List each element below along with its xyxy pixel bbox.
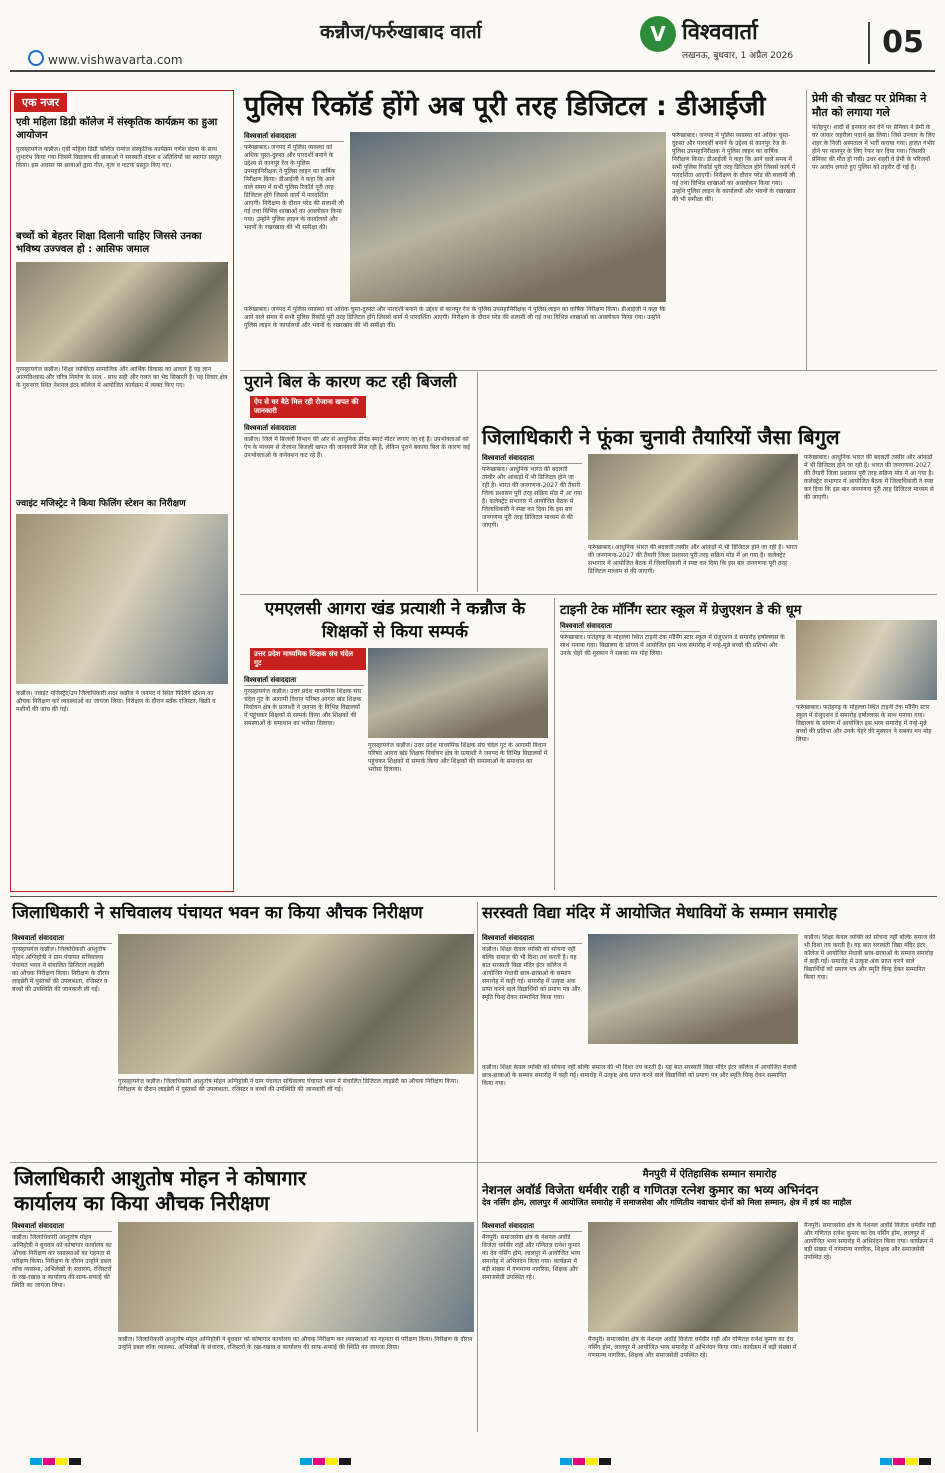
registration-swatch [69,1458,81,1465]
photo-school-event [16,262,228,362]
registration-swatch [560,1458,572,1465]
paper-name: विश्ववार्ता [682,20,758,45]
photo-meritorious-students [588,934,798,1044]
divider [240,594,937,595]
masthead-rule [10,70,935,72]
registration-swatch [906,1458,918,1465]
koshagar-body-col1: कन्नौज। जिलाधिकारी आशुतोष मोहन अग्निहोत्री ने बुधवार को कोषागार कार्यालय का औचक निरीक्षण कर व्यवस्थाओं का गहनता से परीक्षण किया। निरीक्षण के दौरान उन्होंने डबल लॉक व्यवस्था, अभिलेखों के संधारण, रजिस्टरों के रख-रखाव व कार्यालय की साफ-सफाई की स्थिति का जायजा लिया। [12,1234,112,1289]
police-headline: पुलिस रिकॉर्ड होंगे अब पूरी तरह डिजिटल : डीआईजी [244,91,766,122]
divider [477,902,478,1432]
ek-nazar-headline-2: बच्चों को बेहतर शिक्षा दिलानी चाहिए जिससे उनका भविष्य उज्ज्वल हो : आसिफ जमाल [16,231,202,255]
koshagar-headline: जिलाधिकारी आशुतोष मोहन ने कोषागार कार्यालय का किया औचक निरीक्षण [14,1166,307,1215]
saraswati-body-col2: कन्नौज। शिक्षा केवल व्यक्ति को सोचना नहीं बल्कि समाज की भी दिशा तय करती है। यह बात सरस्वती विद्या मंदिर इंटर कॉलेज में आयोजित मेधावी छात्र-छात्राओं के सम्मान समारोह में कही गई। समारोह में उत्कृष्ट अंक प्राप्त करने वाले विद्यार्थियों को प्रमाण पत्र और स्मृति चिन्ह देकर सम्मानित किया गया। [482,1064,797,1087]
police-body-col1: फर्रुखाबाद। जनपद में पुलिस व्यवस्था को अधिक चुस्त-दुरुस्त और पारदर्शी बनाने के उद्देश्य से कानपुर रेंज के पुलिस उपमहानिरीक्षक ने पुलिस लाइन का वार्षिक निरीक्षण किया। डीआईजी ने कहा कि आने वाले समय में सभी पुलिस रिकॉर्ड पूरी तरह डिजिटल होंगे जिससे कार्य में पारदर्शिता आएगी। निरीक्षण के दौरान परेड की सलामी ली गई तथा विभिन्न शाखाओं का अवलोकन किया गया। उन्होंने पुलिस लाइन के कार्यालयों और भवनों के रखरखाव की भी समीक्षा की। [244,144,344,231]
mlc-body-col1: गुरसहायगंज कन्नौज। उत्तर प्रदेश माध्यमिक शिक्षक संघ चंदेल गुट के आगामी विधान परिषद आगरा खंड शिक्षक निर्वाचन क्षेत्र के प्रत्याशी ने जनपद के विभिन्न विद्यालयों में पहुंचकर शिक्षकों से सम्पर्क किया और शिक्षकों की समस्याओं के समाधान का भरोसा दिलाया। [244,688,362,727]
police-body-col3: फर्रुखाबाद। जनपद में पुलिस व्यवस्था को अधिक चुस्त-दुरुस्त और पारदर्शी बनाने के उद्देश्य से कानपुर रेंज के पुलिस उपमहानिरीक्षक ने पुलिस लाइन का वार्षिक निरीक्षण किया। डीआईजी ने कहा कि आने वाले समय में सभी पुलिस रिकॉर्ड पूरी तरह डिजिटल होंगे जिससे कार्य में पारदर्शिता आएगी। निरीक्षण के दौरान परेड की सलामी ली गई तथा विभिन्न शाखाओं का अवलोकन किया गया। उन्होंने पुलिस लाइन के कार्यालयों और भवनों के रखरखाव की भी समीक्षा की। [672,132,796,203]
ek-nazar-body-2: गुरसहायगंज कन्नौज। शिक्षा व्यक्तित्व सामाजिक और आर्थिक विकास का आधार है यह ज्ञान आत्मविश्वास और चरित्र निर्माण के साथ - साथ सही और गलत का भेद सिखाती है। यह विचार क्षेत्र के गुरुनगर स्थित नेशनल इंटर कॉलेज में आयोजित कार्यक्रम में व्यक्त किए गए। [16,366,228,389]
premi-headline: प्रेमी की चौखट पर प्रेमिका ने मौत को लगाया गले [812,92,927,119]
chunav-body-col3: फर्रुखाबाद। आधुनिक भारत की बदलती तस्वीर और आंकड़ों में भी डिजिटल होने जा रही है। भारत की जनगणना-2027 की तैयारी जिला प्रशासन पूरी तरह सक्रिय मोड में आ गया है। कलेक्ट्रेट सभागार में आयोजित बैठक में जिलाधिकारी ने स्पष्ट कर दिया कि इस बार जनगणना पूरी तरह डिजिटल माध्यम से की जाएगी। [804,454,934,501]
saraswati-body-col3: कन्नौज। शिक्षा केवल व्यक्ति को सोचना नहीं बल्कि समाज की भी दिशा तय करती है। यह बात सरस्वती विद्या मंदिर इंटर कॉलेज में आयोजित मेधावी छात्र-छात्राओं के सम्मान समारोह में कही गई। समारोह में उत्कृष्ट अंक प्राप्त करने वाले विद्यार्थियों को प्रमाण पत्र और स्मृति चिन्ह देकर सम्मानित किया गया। [804,934,936,981]
website-link[interactable]: www.vishwavarta.com [48,53,183,67]
school-body-col2: फर्रुखाबाद। फतेहगढ़ के मोहल्ला स्थित टाइनी टेक मॉर्निंग स्टार स्कूल में ग्रेजुएशन डे समारोह हर्षोल्लास के साथ मनाया गया। विद्यालय के प्रांगण में आयोजित इस भव्य समारोह में नन्हे-मुन्ने बच्चों की प्रतिभा और उनके चेहरे की मुस्कान ने सबका मन मोह लिया। [796,704,932,743]
browser-icon [28,50,44,66]
bijli-body: कन्नौज। जिले में बिजली विभाग की ओर से आधुनिक प्रीपेड स्मार्ट मीटर लगाए जा रहे हैं। उपभोक्ताओं को ऐप के माध्यम से रोजाना बिजली खपत की जानकारी मिल रही है, लेकिन पुराने बकाया बिल के कारण कई उपभोक्ताओं के कनेक्शन कट रहे हैं। [244,436,471,459]
page-number: 05 [868,22,936,64]
ek-nazar-tag: एक नजर [14,93,67,112]
ek-nazar-body-1: गुरसहायगंज कन्नौज। एवी महिला डिग्री कॉलेज रामांज संस्कृतिक कार्यक्रम गणेश वंदना के साथ शुभारंभ किया गया जिसमें विद्यालय की छात्राओं ने सरस्वती वंदना व अतिथियों का स्वागत प्रस्तुत किया। इस अवसर पर छात्राओं द्वारा गीत, नृत्य व नाटक प्रस्तुत किए गए। [16,146,222,169]
koshagar-byline: विश्ववार्ता संवाददाता [12,1222,112,1232]
mainpuri-body-col2: मैनपुरी। समाजसेवा क्षेत्र के नेशनल अवॉर्ड विजेता धर्मवीर राही और गणितज्ञ रत्नेश कुमार का देव नर्सिंग होम, लालपुर में आयोजित भव्य समारोह में अभिनंदन किया गया। कार्यक्रम में बड़ी संख्या में गणमान्य नागरिक, शिक्षक और समाजसेवी उपस्थित रहे। [588,1336,797,1359]
divider [554,598,555,890]
registration-swatch [599,1458,611,1465]
police-body-col2: फर्रुखाबाद। जनपद में पुलिस व्यवस्था को अधिक चुस्त-दुरुस्त और पारदर्शी बनाने के उद्देश्य से कानपुर रेंज के पुलिस उपमहानिरीक्षक ने पुलिस लाइन का वार्षिक निरीक्षण किया। डीआईजी ने कहा कि आने वाले समय में सभी पुलिस रिकॉर्ड पूरी तरह डिजिटल होंगे जिससे कार्य में पारदर्शिता आएगी। निरीक्षण के दौरान परेड की सलामी ली गई तथा विभिन्न शाखाओं का अवलोकन किया गया। उन्होंने पुलिस लाइन के कार्यालयों और भवनों के रखरखाव की भी समीक्षा की। [244,306,666,329]
photo-mlc-teachers [368,648,548,738]
registration-swatch [56,1458,68,1465]
ek-nazar-headline-3: ज्वाइंट मजिस्ट्रेट ने किया फिलिंग स्टेशन का निरीक्षण [16,499,186,509]
sachivalay-body-col2: गुरसहायगंज कन्नौज। जिलाधिकारी आशुतोष मोहन अग्निहोत्री ने ग्राम पंचायत सचिवालय पंचायत भवन में संचालित डिजिटल लाइब्रेरी का औचक निरीक्षण किया। निरीक्षण के दौरान लाइब्रेरी में पुस्तकों की उपलब्धता, रजिस्टर व बच्चों की उपस्थिति की जानकारी ली गई। [118,1078,459,1093]
divider [806,90,807,370]
photo-panchayat-library [118,934,474,1074]
mainpuri-body-col3: मैनपुरी। समाजसेवा क्षेत्र के नेशनल अवॉर्ड विजेता धर्मवीर राही और गणितज्ञ रत्नेश कुमार का देव नर्सिंग होम, लालपुर में आयोजित भव्य समारोह में अभिनंदन किया गया। कार्यक्रम में बड़ी संख्या में गणमान्य नागरिक, शिक्षक और समाजसेवी उपस्थित रहे। [804,1222,936,1261]
bijli-subhead: ऐप से घर बैठे मिल रही रोजाना खपत की जानकारी [250,396,366,418]
mainpuri-byline: विश्ववार्ता संवाददाता [482,1222,582,1232]
chunav-body-col2: फर्रुखाबाद। आधुनिक भारत की बदलती तस्वीर और आंकड़ों में भी डिजिटल होने जा रही है। भारत की जनगणना-2027 की तैयारी जिला प्रशासन पूरी तरह सक्रिय मोड में आ गया है। कलेक्ट्रेट सभागार में आयोजित बैठक में जिलाधिकारी ने स्पष्ट कर दिया कि इस बार जनगणना पूरी तरह डिजिटल माध्यम से की जाएगी। [588,544,798,575]
mainpuri-body-col1: मैनपुरी। समाजसेवा क्षेत्र के नेशनल अवॉर्ड विजेता धर्मवीर राही और गणितज्ञ रत्नेश कुमार का देव नर्सिंग होम, लालपुर में आयोजित भव्य समारोह में अभिनंदन किया गया। कार्यक्रम में बड़ी संख्या में गणमान्य नागरिक, शिक्षक और समाजसेवी उपस्थित रहे। [482,1234,581,1281]
divider [10,1162,937,1163]
registration-swatch [326,1458,338,1465]
registration-swatch [30,1458,42,1465]
dateline: लखनऊ, बुधवार, 1 अप्रैल 2026 [682,51,794,61]
registration-swatch [573,1458,585,1465]
police-byline: विश्ववार्ता संवाददाता [244,132,344,142]
mlc-subhead: उत्तर प्रदेश माध्यमिक शिक्षक संघ चंदेल गुट [250,648,366,670]
registration-swatch [313,1458,325,1465]
saraswati-byline: विश्ववार्ता संवाददाता [482,934,582,944]
saraswati-headline: सरस्वती विद्या मंदिर में आयोजित मेधावियों के सम्मान समारोह [482,903,838,922]
ek-nazar-body-3: कन्नौज। ज्वाइंट मजिस्ट्रेट/उप जिलाधिकारी सदर कन्नौज ने जनपद में स्थित फिलिंग स्टेशन का औचक निरीक्षण कर व्यवस्थाओं का जायजा लिया। निरीक्षण के दौरान स्टॉक रजिस्टर, बिक्री व मशीनों की जांच की गई। [16,690,216,713]
registration-swatch [43,1458,55,1465]
bijli-byline: विश्ववार्ता संवाददाता [244,424,364,434]
divider [477,372,478,592]
edition-title: कन्नौज/फर्रुखाबाद वार्ता [320,21,482,43]
sachivalay-body-col1: गुरसहायगंज कन्नौज। जिलाधिकारी आशुतोष मोहन अग्निहोत्री ने ग्राम पंचायत सचिवालय पंचायत भवन में संचालित डिजिटल लाइब्रेरी का औचक निरीक्षण किया। निरीक्षण के दौरान लाइब्रेरी में पुस्तकों की उपलब्धता, रजिस्टर व बच्चों की उपस्थिति की जानकारी ली गई। [12,946,110,993]
photo-census-meeting [588,454,798,540]
saraswati-body-col1: कन्नौज। शिक्षा केवल व्यक्ति को सोचना नहीं बल्कि समाज की भी दिशा तय करती है। यह बात सरस्वती विद्या मंदिर इंटर कॉलेज में आयोजित मेधावी छात्र-छात्राओं के सम्मान समारोह में कही गई। समारोह में उत्कृष्ट अंक प्राप्त करने वाले विद्यार्थियों को प्रमाण पत्र और स्मृति चिन्ह देकर सम्मानित किया गया। [482,946,580,1001]
photo-award-felicitation [588,1222,798,1332]
photo-filling-station [16,514,228,684]
registration-swatch [919,1458,931,1465]
mlc-byline: विश्ववार्ता संवाददाता [244,676,364,686]
mainpuri-headline: नेशनल अवॉर्ड विजेता धर्मवीर राही व गणितज्ञ रत्नेश कुमार का भव्य अभिनंदन [482,1183,819,1197]
school-headline: टाइनी टेक मॉर्निंग स्टार स्कूल में ग्रेजुएशन डे की धूम [560,603,802,618]
divider [10,896,937,897]
mainpuri-kicker: मैनपुरी में ऐतिहासिक सम्मान समारोह [642,1169,777,1180]
koshagar-body-col2: कन्नौज। जिलाधिकारी आशुतोष मोहन अग्निहोत्री ने बुधवार को कोषागार कार्यालय का औचक निरीक्षण कर व्यवस्थाओं का गहनता से परीक्षण किया। निरीक्षण के दौरान उन्होंने डबल लॉक व्यवस्था, अभिलेखों के संधारण, रजिस्टरों के रख-रखाव व कार्यालय की साफ-सफाई की स्थिति का जायजा लिया। [118,1336,473,1351]
website-url[interactable] [28,50,183,67]
bijli-headline: पुराने बिल के कारण कट रही बिजली [244,372,457,391]
mainpuri-subhead: देव नर्सिंग होम, लालपुर में आयोजित समारोह में समाजसेवा और गणितीय नवाचार दोनों को मिला सम्मान, क्षेत्र में हर्ष का माहौल [482,1198,852,1207]
photo-graduation-day [796,620,937,700]
ek-nazar-headline-1: एवी महिला डिग्री कॉलेज में संस्कृतिक कार्यक्रम का हुआ आयोजन [16,117,218,141]
registration-swatch [586,1458,598,1465]
registration-swatch [300,1458,312,1465]
school-body: फर्रुखाबाद। फतेहगढ़ के मोहल्ला स्थित टाइनी टेक मॉर्निंग स्टार स्कूल में ग्रेजुएशन डे समारोह हर्षोल्लास के साथ मनाया गया। विद्यालय के प्रांगण में आयोजित इस भव्य समारोह में नन्हे-मुन्ने बच्चों की प्रतिभा और उनके चेहरे की मुस्कान ने सबका मन मोह लिया। [560,634,785,657]
photo-dig-inspection [350,132,666,302]
divider [240,370,937,371]
registration-swatch [893,1458,905,1465]
chunav-byline: विश्ववार्ता संवाददाता [482,454,582,464]
chunav-body-col1: फर्रुखाबाद। आधुनिक भारत की बदलती तस्वीर और आंकड़ों में भी डिजिटल होने जा रही है। भारत की जनगणना-2027 की तैयारी जिला प्रशासन पूरी तरह सक्रिय मोड में आ गया है। कलेक्ट्रेट सभागार में आयोजित बैठक में जिलाधिकारी ने स्पष्ट कर दिया कि इस बार जनगणना पूरी तरह डिजिटल माध्यम से की जाएगी। [482,466,582,529]
sachivalay-byline: विश्ववार्ता संवाददाता [12,934,112,944]
premi-body: फतेहपुर। शादी से इनकार कर देने पर प्रेमिका ने प्रेमी के घर जाकर जहरीला पदार्थ खा लिया। जिसे उपचार के लिए शहर के निजी अस्पताल में भर्ती कराया गया। हालत गंभीर होने पर कानपुर के लिए रेफर कर दिया गया। जिसकी प्रेमिका की मौत हो गयी। उधर शहरी वे प्रेमी के परिजनों पर आरोप लगाते हुए पुलिस को तहरीर दी गई है। [812,124,935,171]
photo-treasury-inspection [118,1222,474,1332]
registration-swatch [880,1458,892,1465]
chunav-headline: जिलाधिकारी ने फूंका चुनावी तैयारियों जैसा बिगुल [482,425,840,449]
mlc-headline: एमएलसी आगरा खंड प्रत्याशी ने कन्नौज के शिक्षकों से किया सम्पर्क [264,599,526,642]
newspaper-logo-icon: V [640,16,676,52]
registration-swatch [339,1458,351,1465]
school-byline: विश्ववार्ता संवाददाता [560,622,700,632]
sachivalay-headline: जिलाधिकारी ने सचिवालय पंचायत भवन का किया औचक निरीक्षण [12,903,423,923]
mlc-body-col2: गुरसहायगंज कन्नौज। उत्तर प्रदेश माध्यमिक शिक्षक संघ चंदेल गुट के आगामी विधान परिषद आगरा खंड शिक्षक निर्वाचन क्षेत्र के प्रत्याशी ने जनपद के विभिन्न विद्यालयों में पहुंचकर शिक्षकों से सम्पर्क किया और शिक्षकों की समस्याओं के समाधान का भरोसा दिलाया। [368,742,548,773]
